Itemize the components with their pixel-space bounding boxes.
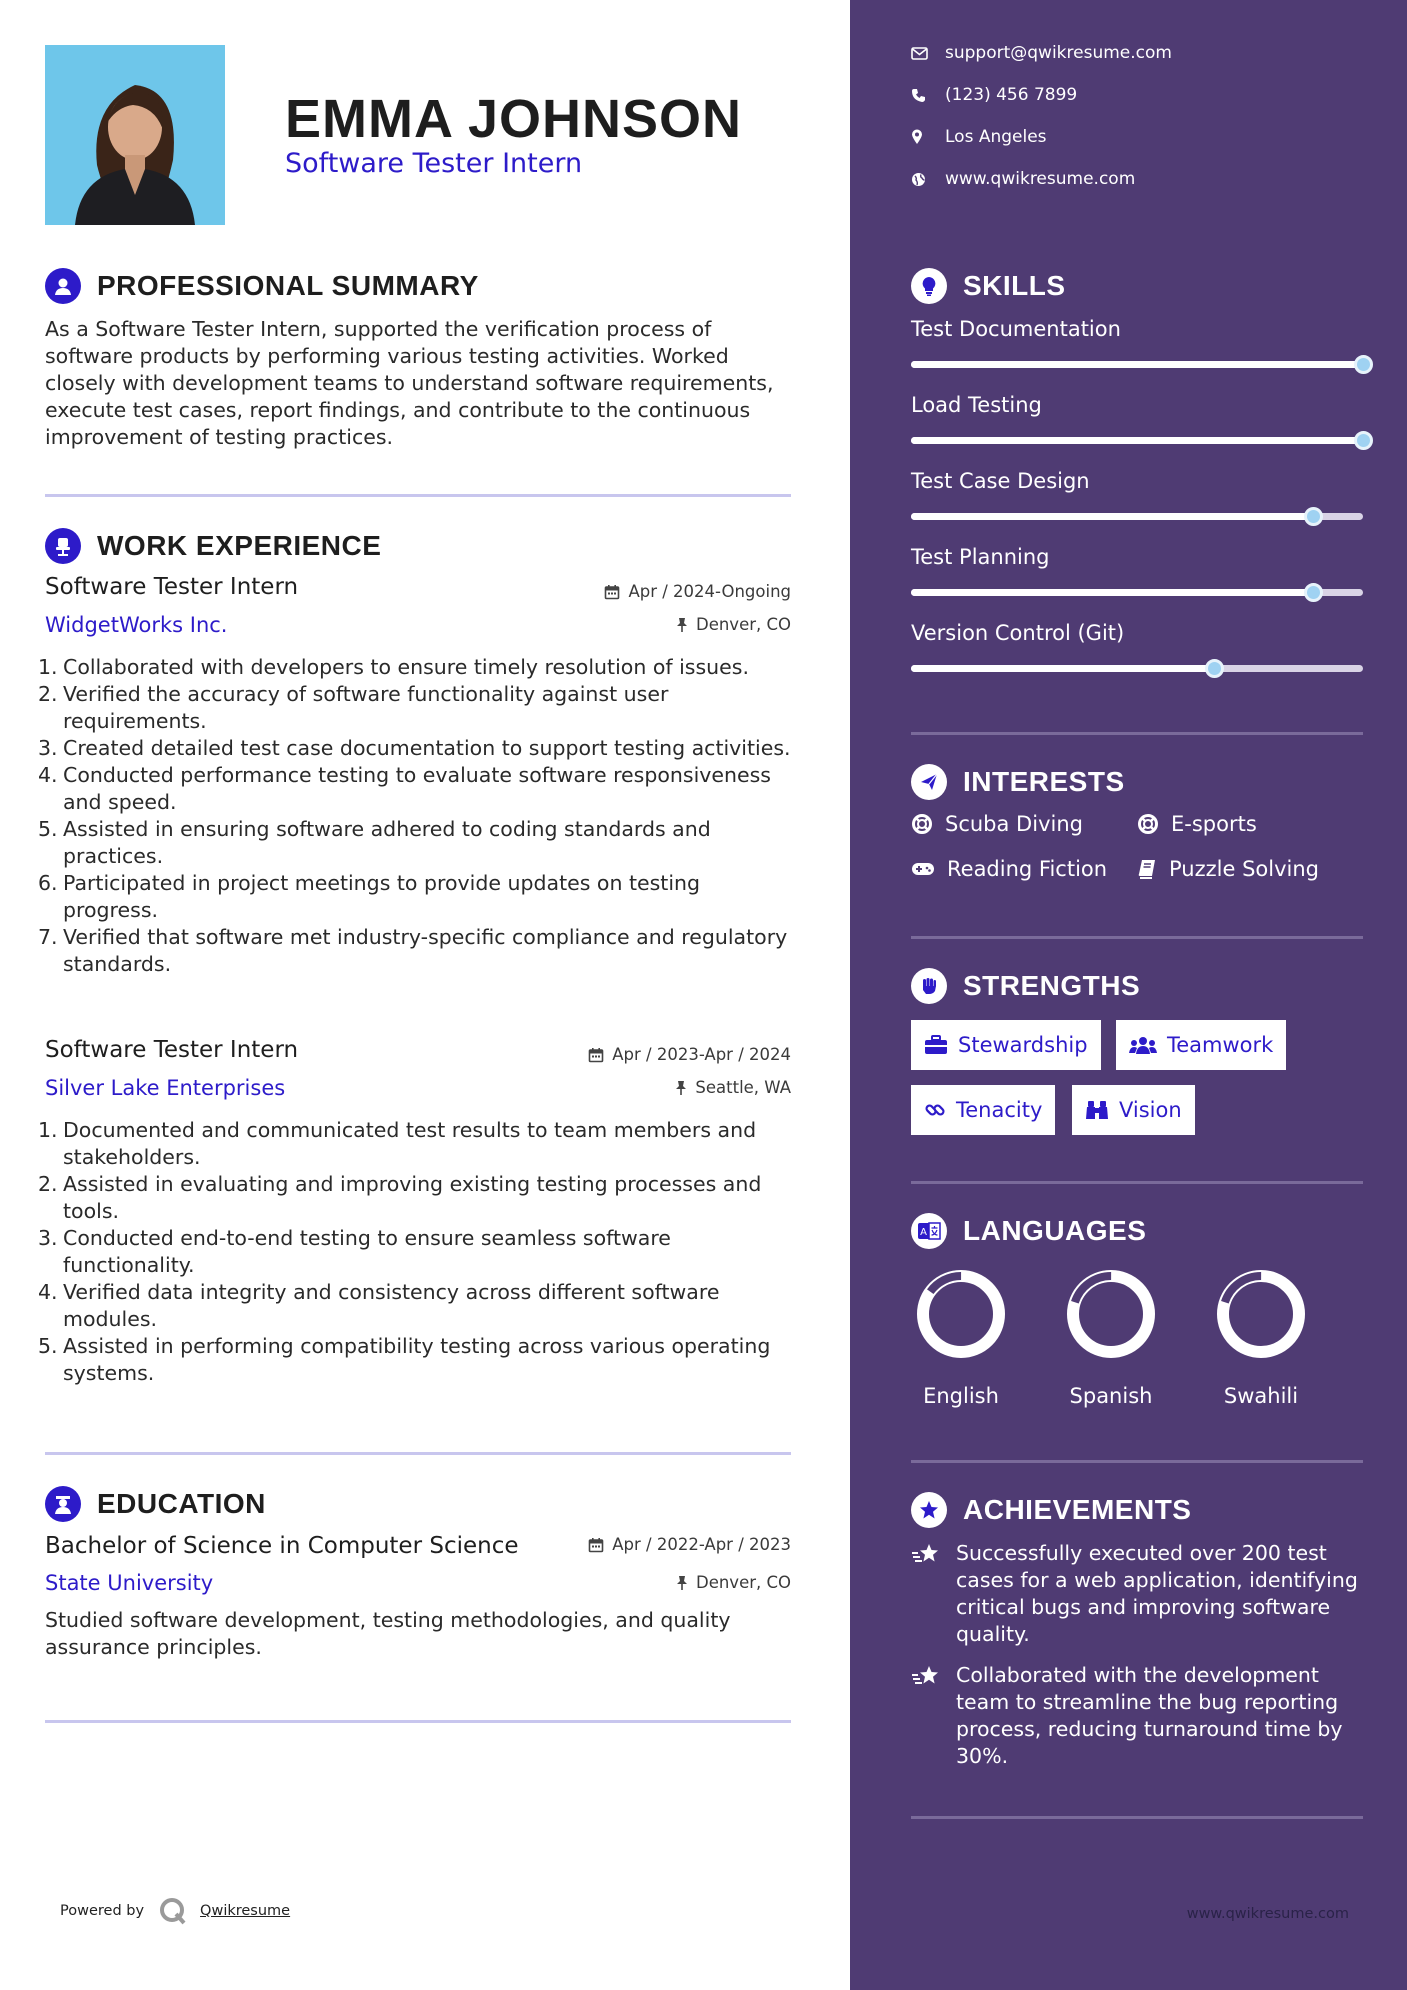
map-pin-icon	[911, 129, 923, 145]
language-level-ring	[1211, 1264, 1311, 1364]
strength-chip-teamwork: Teamwork	[1116, 1020, 1286, 1070]
job-location-text: Denver, CO	[695, 615, 791, 634]
skill-level-knob	[1205, 659, 1224, 678]
skill-level-knob	[1354, 355, 1373, 374]
graduate-icon	[45, 1486, 81, 1522]
star-badge-icon	[911, 1492, 947, 1528]
office-chair-icon	[45, 528, 81, 564]
interest-item: Scuba Diving	[911, 812, 1083, 836]
paper-plane-icon	[911, 764, 947, 800]
job-company: WidgetWorks Inc.	[45, 613, 228, 637]
lightbulb-icon	[911, 268, 947, 304]
language-level-ring	[1061, 1264, 1161, 1364]
list-item: 5. Assisted in performing compatibility testing across various operating systems.	[38, 1334, 771, 1385]
education-location-text: Denver, CO	[695, 1573, 791, 1592]
skill-label: Load Testing	[911, 393, 1042, 417]
divider	[911, 936, 1363, 939]
qwikresume-logo-icon	[158, 1896, 188, 1926]
skill-bar	[911, 513, 1363, 520]
user-icon	[45, 268, 81, 304]
achievements-heading	[911, 1492, 1191, 1528]
contact-location	[911, 127, 1047, 147]
job-company: Silver Lake Enterprises	[45, 1076, 286, 1100]
list-item: 2. Assisted in evaluating and improving existing testing processes and tools.	[38, 1172, 762, 1223]
globe-icon	[911, 172, 926, 187]
skill-label: Test Documentation	[911, 317, 1121, 341]
languages-title: LANGUAGES	[963, 1215, 1147, 1246]
calendar-icon	[588, 1047, 604, 1063]
languages-heading	[911, 1213, 1146, 1249]
job-date-text: Apr / 2023-Apr / 2024	[612, 1045, 791, 1064]
job-title: Software Tester Intern	[45, 574, 299, 600]
divider	[911, 1460, 1363, 1463]
education-date-text: Apr / 2022-Apr / 2023	[612, 1535, 791, 1554]
interest-item: E-sports	[1137, 812, 1257, 836]
divider	[45, 1720, 791, 1723]
list-item: 5. Assisted in ensuring software adhered to coding standards and practices.	[38, 817, 711, 868]
binoculars-icon	[1085, 1099, 1109, 1121]
link-icon	[924, 1099, 946, 1121]
skill-label: Version Control (Git)	[911, 621, 1125, 645]
list-item: 3. Conducted end-to-end testing to ensure seamless software functionality.	[38, 1226, 671, 1277]
job-duties-list	[38, 1117, 798, 1387]
skills-title: SKILLS	[963, 270, 1066, 301]
job-location	[676, 615, 791, 634]
contact-website[interactable]	[911, 169, 1135, 189]
phone-icon	[911, 88, 926, 103]
job-duties-list	[38, 654, 798, 978]
skill-bar	[911, 589, 1363, 596]
skill-bar-fill	[911, 665, 1214, 672]
job-title: Software Tester Intern	[45, 1037, 299, 1063]
profile-photo	[45, 45, 225, 225]
achievement-item: Collaborated with the development team to streamline the bug reporting process, reducing turnaround time by 30%.	[911, 1662, 1363, 1770]
education-title: EDUCATION	[97, 1488, 266, 1519]
candidate-title: Software Tester Intern	[285, 148, 583, 179]
strength-chip-stewardship: Stewardship	[911, 1020, 1101, 1070]
summary-heading	[45, 268, 479, 304]
experience-title: WORK EXPERIENCE	[97, 530, 382, 561]
achievement-item: Successfully executed over 200 test cases for a web application, identifying critical bugs and improving software quality.	[911, 1540, 1363, 1648]
shooting-star-icon	[911, 1664, 941, 1690]
education-date	[588, 1535, 791, 1554]
life-ring-icon	[1137, 813, 1159, 835]
strengths-heading	[911, 968, 1140, 1004]
interest-item: Puzzle Solving	[1137, 857, 1319, 881]
job-date	[604, 582, 791, 601]
envelope-icon	[911, 47, 928, 60]
list-item: 1. Collaborated with developers to ensure timely resolution of issues.	[38, 655, 749, 679]
language-label: English	[923, 1384, 999, 1408]
life-ring-icon	[911, 813, 933, 835]
shooting-star-icon	[911, 1542, 941, 1568]
degree-title: Bachelor of Science in Computer Science	[45, 1533, 519, 1559]
skill-bar-fill	[911, 437, 1363, 444]
contact-email-text: support@qwikresume.com	[945, 43, 1172, 63]
education-location	[676, 1573, 791, 1592]
education-text: Studied software development, testing methodologies, and quality assurance principles.	[45, 1608, 731, 1659]
skill-bar	[911, 437, 1363, 444]
thumbtack-icon	[675, 1080, 687, 1096]
book-icon	[1137, 858, 1157, 880]
list-item: 2. Verified the accuracy of software functionality against user requirements.	[38, 682, 669, 733]
contact-location-text: Los Angeles	[945, 127, 1047, 147]
language-label: Spanish	[1069, 1384, 1153, 1408]
list-item: 4. Verified data integrity and consistency across different software modules.	[38, 1280, 720, 1331]
language-item	[1051, 1264, 1171, 1408]
footer-powered-by	[60, 1896, 290, 1926]
summary-title: PROFESSIONAL SUMMARY	[97, 270, 479, 301]
strength-chip-tenacity: Tenacity	[911, 1085, 1055, 1135]
svg-text:A: A	[920, 1227, 927, 1238]
briefcase-icon	[924, 1035, 948, 1055]
powered-by-label: Powered by	[60, 1903, 145, 1919]
skill-label: Test Case Design	[911, 469, 1090, 493]
list-item: 6. Participated in project meetings to provide updates on testing progress.	[38, 871, 701, 922]
strength-chip-vision: Vision	[1072, 1085, 1195, 1135]
divider	[911, 1816, 1363, 1819]
job-location-text: Seattle, WA	[695, 1078, 791, 1097]
list-item: 4. Conducted performance testing to evaluate software responsiveness and speed.	[38, 763, 771, 814]
users-icon	[1129, 1035, 1157, 1055]
divider	[911, 1181, 1363, 1184]
divider	[45, 1452, 791, 1455]
contact-phone-text: (123) 456 7899	[945, 85, 1078, 105]
job-location	[675, 1078, 791, 1097]
skill-level-knob	[1354, 431, 1373, 450]
list-item: 7. Verified that software met industry-specific compliance and regulatory standards.	[38, 925, 788, 976]
gamepad-icon	[911, 860, 935, 878]
language-icon	[911, 1213, 947, 1249]
interests-heading	[911, 764, 1125, 800]
interests-title: INTERESTS	[963, 766, 1125, 797]
language-item	[1201, 1264, 1321, 1408]
divider	[45, 494, 791, 497]
footer-site[interactable]: www.qwikresume.com	[1186, 1906, 1349, 1922]
skill-bar-fill	[911, 361, 1363, 368]
skill-label: Test Planning	[911, 545, 1050, 569]
school-name: State University	[45, 1571, 214, 1595]
thumbtack-icon	[676, 617, 688, 633]
contact-website-text: www.qwikresume.com	[945, 169, 1136, 189]
calendar-icon	[604, 584, 620, 600]
language-level-ring	[911, 1264, 1011, 1364]
language-label: Swahili	[1223, 1384, 1299, 1408]
education-heading	[45, 1486, 266, 1522]
summary-text: As a Software Tester Intern, supported the verification process of software products by performing various testing activities. Worked closely with development teams to understand software requirements, execute test cases, report findings, and contribute to the continuous improvement of testing practices.	[45, 317, 774, 449]
candidate-name: EMMA JOHNSON	[285, 89, 743, 149]
skill-bar	[911, 665, 1363, 672]
job-date	[588, 1045, 791, 1064]
language-item	[901, 1264, 1021, 1408]
skill-bar-fill	[911, 589, 1313, 596]
skill-bar	[911, 361, 1363, 368]
brand-link[interactable]: Qwikresume	[200, 1903, 291, 1919]
achievements-title: ACHIEVEMENTS	[963, 1494, 1192, 1525]
job-date-text: Apr / 2024-Ongoing	[628, 582, 791, 601]
experience-heading	[45, 528, 381, 564]
list-item: 1. Documented and communicated test results to team members and stakeholders.	[38, 1118, 757, 1169]
skills-heading	[911, 268, 1066, 304]
skill-bar-fill	[911, 513, 1313, 520]
calendar-icon	[588, 1537, 604, 1553]
strengths-title: STRENGTHS	[963, 970, 1141, 1001]
fist-icon	[911, 968, 947, 1004]
contact-phone[interactable]	[911, 85, 1077, 105]
thumbtack-icon	[676, 1575, 688, 1591]
list-item: 3. Created detailed test case documentation to support testing activities.	[38, 736, 791, 760]
interest-item: Reading Fiction	[911, 857, 1107, 881]
divider	[911, 732, 1363, 735]
contact-email[interactable]	[911, 43, 1172, 63]
